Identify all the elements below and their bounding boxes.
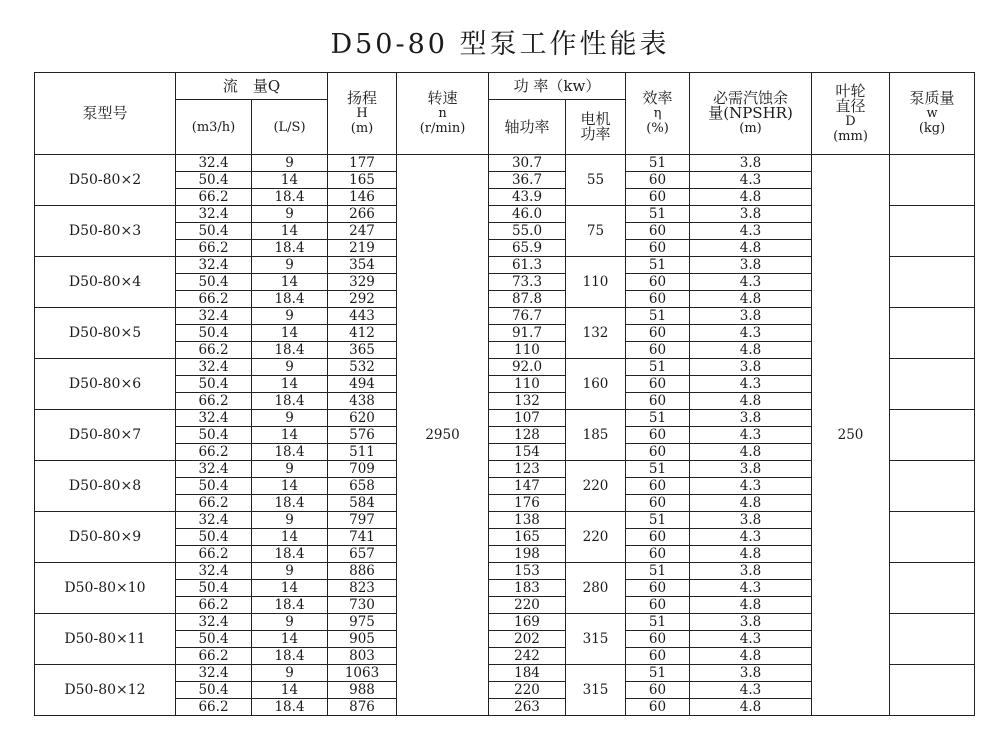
head-cell: 266 — [328, 206, 397, 223]
npsh-cell: 4.3 — [690, 580, 812, 597]
npsh-cell: 4.3 — [690, 325, 812, 342]
flow-ls-cell: 9 — [252, 359, 328, 376]
motor-power-cell: 220 — [566, 512, 626, 563]
npsh-cell: 3.8 — [690, 410, 812, 427]
head-cell: 988 — [328, 682, 397, 699]
flow-m3h-cell: 66.2 — [176, 546, 252, 563]
shaft-power-cell: 128 — [489, 427, 566, 444]
shaft-power-cell: 107 — [489, 410, 566, 427]
shaft-power-cell: 76.7 — [489, 308, 566, 325]
shaft-power-cell: 92.0 — [489, 359, 566, 376]
flow-m3h-cell: 32.4 — [176, 614, 252, 631]
pump-model-cell: D50-80×3 — [35, 206, 176, 257]
efficiency-cell: 60 — [626, 240, 690, 257]
efficiency-cell: 60 — [626, 478, 690, 495]
header-motor-power: 电机 功率 — [566, 100, 626, 155]
npsh-cell: 3.8 — [690, 206, 812, 223]
npsh-cell: 4.8 — [690, 393, 812, 410]
efficiency-cell: 60 — [626, 444, 690, 461]
flow-ls-cell: 9 — [252, 410, 328, 427]
header-weight: 泵质量 w (kg) — [890, 73, 975, 155]
npsh-cell: 4.8 — [690, 699, 812, 716]
efficiency-cell: 60 — [626, 682, 690, 699]
npsh-cell: 4.3 — [690, 682, 812, 699]
npsh-cell: 4.8 — [690, 444, 812, 461]
efficiency-cell: 60 — [626, 495, 690, 512]
pump-weight-cell — [890, 359, 975, 410]
head-cell: 219 — [328, 240, 397, 257]
efficiency-cell: 60 — [626, 427, 690, 444]
flow-ls-cell: 9 — [252, 155, 328, 172]
shaft-power-cell: 30.7 — [489, 155, 566, 172]
efficiency-cell: 60 — [626, 223, 690, 240]
header-flow: 流 量Q — [176, 73, 328, 100]
flow-m3h-cell: 50.4 — [176, 325, 252, 342]
motor-power-cell: 315 — [566, 665, 626, 716]
head-cell: 494 — [328, 376, 397, 393]
flow-ls-cell: 9 — [252, 665, 328, 682]
flow-ls-cell: 14 — [252, 427, 328, 444]
pump-weight-cell — [890, 257, 975, 308]
flow-ls-cell: 9 — [252, 206, 328, 223]
npsh-cell: 4.8 — [690, 597, 812, 614]
flow-ls-cell: 9 — [252, 257, 328, 274]
flow-m3h-cell: 66.2 — [176, 342, 252, 359]
flow-m3h-cell: 32.4 — [176, 359, 252, 376]
header-flow-ls: (L/S) — [252, 100, 328, 155]
efficiency-cell: 51 — [626, 512, 690, 529]
npsh-cell: 3.8 — [690, 257, 812, 274]
header-impeller: 叶轮 直径 D (mm) — [812, 73, 890, 155]
head-cell: 730 — [328, 597, 397, 614]
header-shaft-power: 轴功率 — [489, 100, 566, 155]
flow-m3h-cell: 66.2 — [176, 495, 252, 512]
motor-power-cell: 315 — [566, 614, 626, 665]
pump-model-cell: D50-80×4 — [35, 257, 176, 308]
npsh-cell: 4.3 — [690, 631, 812, 648]
pump-weight-cell — [890, 155, 975, 206]
pump-weight-cell — [890, 665, 975, 716]
header-power: 功 率（kw） — [489, 73, 626, 100]
motor-power-cell: 220 — [566, 461, 626, 512]
efficiency-cell: 60 — [626, 291, 690, 308]
efficiency-cell: 60 — [626, 376, 690, 393]
head-cell: 741 — [328, 529, 397, 546]
npsh-cell: 4.3 — [690, 529, 812, 546]
flow-ls-cell: 14 — [252, 274, 328, 291]
flow-m3h-cell: 66.2 — [176, 291, 252, 308]
flow-m3h-cell: 32.4 — [176, 308, 252, 325]
shaft-power-cell: 91.7 — [489, 325, 566, 342]
flow-ls-cell: 9 — [252, 614, 328, 631]
efficiency-cell: 60 — [626, 342, 690, 359]
shaft-power-cell: 183 — [489, 580, 566, 597]
npsh-cell: 4.8 — [690, 546, 812, 563]
efficiency-cell: 60 — [626, 546, 690, 563]
npsh-cell: 3.8 — [690, 563, 812, 580]
header-head: 扬程 H (m) — [328, 73, 397, 155]
head-cell: 1063 — [328, 665, 397, 682]
npsh-cell: 3.8 — [690, 155, 812, 172]
flow-ls-cell: 18.4 — [252, 546, 328, 563]
efficiency-cell: 51 — [626, 563, 690, 580]
shaft-power-cell: 154 — [489, 444, 566, 461]
flow-m3h-cell: 50.4 — [176, 376, 252, 393]
performance-table — [34, 72, 975, 716]
efficiency-cell: 51 — [626, 614, 690, 631]
efficiency-cell: 60 — [626, 393, 690, 410]
head-cell: 620 — [328, 410, 397, 427]
flow-m3h-cell: 66.2 — [176, 699, 252, 716]
head-cell: 823 — [328, 580, 397, 597]
npsh-cell: 4.3 — [690, 376, 812, 393]
head-cell: 876 — [328, 699, 397, 716]
efficiency-cell: 60 — [626, 597, 690, 614]
npsh-cell: 4.8 — [690, 189, 812, 206]
header-efficiency: 效率 η (%) — [626, 73, 690, 155]
flow-m3h-cell: 32.4 — [176, 155, 252, 172]
flow-m3h-cell: 50.4 — [176, 427, 252, 444]
npsh-cell: 3.8 — [690, 665, 812, 682]
shaft-power-cell: 87.8 — [489, 291, 566, 308]
flow-ls-cell: 9 — [252, 461, 328, 478]
head-cell: 365 — [328, 342, 397, 359]
shaft-power-cell: 184 — [489, 665, 566, 682]
head-cell: 165 — [328, 172, 397, 189]
flow-m3h-cell: 50.4 — [176, 172, 252, 189]
impeller-diameter-cell: 250 — [812, 155, 890, 716]
shaft-power-cell: 165 — [489, 529, 566, 546]
shaft-power-cell: 110 — [489, 376, 566, 393]
motor-power-cell: 55 — [566, 155, 626, 206]
motor-power-cell: 75 — [566, 206, 626, 257]
head-cell: 511 — [328, 444, 397, 461]
pump-weight-cell — [890, 461, 975, 512]
flow-m3h-cell: 66.2 — [176, 444, 252, 461]
pump-model-cell: D50-80×11 — [35, 614, 176, 665]
pump-model-cell: D50-80×5 — [35, 308, 176, 359]
page-title: D50-80 型泵工作性能表 — [330, 29, 670, 60]
head-cell: 658 — [328, 478, 397, 495]
efficiency-cell: 60 — [626, 648, 690, 665]
npsh-cell: 4.3 — [690, 223, 812, 240]
head-cell: 803 — [328, 648, 397, 665]
flow-ls-cell: 14 — [252, 325, 328, 342]
pump-weight-cell — [890, 563, 975, 614]
head-cell: 886 — [328, 563, 397, 580]
efficiency-cell: 51 — [626, 461, 690, 478]
flow-m3h-cell: 32.4 — [176, 257, 252, 274]
flow-m3h-cell: 50.4 — [176, 274, 252, 291]
head-cell: 247 — [328, 223, 397, 240]
head-cell: 797 — [328, 512, 397, 529]
flow-ls-cell: 14 — [252, 580, 328, 597]
pump-weight-cell — [890, 206, 975, 257]
head-cell: 292 — [328, 291, 397, 308]
flow-m3h-cell: 66.2 — [176, 648, 252, 665]
flow-m3h-cell: 66.2 — [176, 240, 252, 257]
pump-model-cell: D50-80×6 — [35, 359, 176, 410]
pump-model-cell: D50-80×2 — [35, 155, 176, 206]
flow-ls-cell: 18.4 — [252, 648, 328, 665]
flow-ls-cell: 9 — [252, 512, 328, 529]
flow-ls-cell: 18.4 — [252, 699, 328, 716]
shaft-power-cell: 147 — [489, 478, 566, 495]
flow-m3h-cell: 66.2 — [176, 393, 252, 410]
shaft-power-cell: 242 — [489, 648, 566, 665]
efficiency-cell: 60 — [626, 189, 690, 206]
efficiency-cell: 51 — [626, 410, 690, 427]
shaft-power-cell: 61.3 — [489, 257, 566, 274]
efficiency-cell: 60 — [626, 529, 690, 546]
pump-model-cell: D50-80×8 — [35, 461, 176, 512]
flow-m3h-cell: 32.4 — [176, 461, 252, 478]
table-row — [35, 155, 975, 172]
shaft-power-cell: 176 — [489, 495, 566, 512]
head-cell: 354 — [328, 257, 397, 274]
shaft-power-cell: 46.0 — [489, 206, 566, 223]
table-header — [35, 73, 975, 155]
head-cell: 532 — [328, 359, 397, 376]
flow-ls-cell: 18.4 — [252, 597, 328, 614]
speed-cell: 2950 — [397, 155, 489, 716]
flow-ls-cell: 18.4 — [252, 189, 328, 206]
shaft-power-cell: 110 — [489, 342, 566, 359]
flow-ls-cell: 14 — [252, 223, 328, 240]
npsh-cell: 4.3 — [690, 427, 812, 444]
npsh-cell: 3.8 — [690, 359, 812, 376]
efficiency-cell: 51 — [626, 257, 690, 274]
npsh-cell: 4.3 — [690, 172, 812, 189]
efficiency-cell: 51 — [626, 308, 690, 325]
pump-weight-cell — [890, 512, 975, 563]
shaft-power-cell: 55.0 — [489, 223, 566, 240]
head-cell: 146 — [328, 189, 397, 206]
flow-m3h-cell: 32.4 — [176, 410, 252, 427]
shaft-power-cell: 220 — [489, 597, 566, 614]
motor-power-cell: 160 — [566, 359, 626, 410]
head-cell: 657 — [328, 546, 397, 563]
flow-ls-cell: 14 — [252, 172, 328, 189]
flow-m3h-cell: 32.4 — [176, 512, 252, 529]
npsh-cell: 4.8 — [690, 291, 812, 308]
efficiency-cell: 51 — [626, 206, 690, 223]
npsh-cell: 4.8 — [690, 342, 812, 359]
flow-ls-cell: 9 — [252, 563, 328, 580]
motor-power-cell: 110 — [566, 257, 626, 308]
efficiency-cell: 51 — [626, 665, 690, 682]
npsh-cell: 3.8 — [690, 512, 812, 529]
shaft-power-cell: 65.9 — [489, 240, 566, 257]
flow-m3h-cell: 32.4 — [176, 665, 252, 682]
flow-m3h-cell: 50.4 — [176, 631, 252, 648]
npsh-cell: 4.3 — [690, 478, 812, 495]
shaft-power-cell: 43.9 — [489, 189, 566, 206]
motor-power-cell: 185 — [566, 410, 626, 461]
flow-m3h-cell: 50.4 — [176, 223, 252, 240]
head-cell: 329 — [328, 274, 397, 291]
efficiency-cell: 60 — [626, 580, 690, 597]
flow-ls-cell: 14 — [252, 682, 328, 699]
efficiency-cell: 51 — [626, 155, 690, 172]
flow-ls-cell: 14 — [252, 478, 328, 495]
npsh-cell: 4.8 — [690, 240, 812, 257]
flow-m3h-cell: 32.4 — [176, 563, 252, 580]
head-cell: 905 — [328, 631, 397, 648]
shaft-power-cell: 123 — [489, 461, 566, 478]
shaft-power-cell: 36.7 — [489, 172, 566, 189]
flow-m3h-cell: 50.4 — [176, 478, 252, 495]
shaft-power-cell: 138 — [489, 512, 566, 529]
efficiency-cell: 60 — [626, 274, 690, 291]
efficiency-cell: 51 — [626, 359, 690, 376]
npsh-cell: 3.8 — [690, 614, 812, 631]
efficiency-cell: 60 — [626, 699, 690, 716]
head-cell: 709 — [328, 461, 397, 478]
npsh-cell: 4.3 — [690, 274, 812, 291]
flow-ls-cell: 14 — [252, 376, 328, 393]
motor-power-cell: 132 — [566, 308, 626, 359]
pump-model-cell: D50-80×9 — [35, 512, 176, 563]
head-cell: 412 — [328, 325, 397, 342]
header-speed: 转速 n (r/min) — [397, 73, 489, 155]
motor-power-cell: 280 — [566, 563, 626, 614]
flow-ls-cell: 18.4 — [252, 495, 328, 512]
shaft-power-cell: 198 — [489, 546, 566, 563]
flow-ls-cell: 9 — [252, 308, 328, 325]
shaft-power-cell: 73.3 — [489, 274, 566, 291]
table-body — [35, 155, 975, 716]
shaft-power-cell: 263 — [489, 699, 566, 716]
flow-m3h-cell: 50.4 — [176, 682, 252, 699]
pump-weight-cell — [890, 308, 975, 359]
header-npsh: 必需汽蚀余 量(NPSHR) (m) — [690, 73, 812, 155]
head-cell: 443 — [328, 308, 397, 325]
pump-model-cell: D50-80×7 — [35, 410, 176, 461]
shaft-power-cell: 132 — [489, 393, 566, 410]
shaft-power-cell: 153 — [489, 563, 566, 580]
pump-weight-cell — [890, 614, 975, 665]
shaft-power-cell: 202 — [489, 631, 566, 648]
efficiency-cell: 60 — [626, 631, 690, 648]
flow-m3h-cell: 32.4 — [176, 206, 252, 223]
flow-m3h-cell: 50.4 — [176, 529, 252, 546]
flow-ls-cell: 18.4 — [252, 342, 328, 359]
head-cell: 438 — [328, 393, 397, 410]
header-model: 泵型号 — [35, 73, 176, 155]
shaft-power-cell: 220 — [489, 682, 566, 699]
shaft-power-cell: 169 — [489, 614, 566, 631]
flow-ls-cell: 18.4 — [252, 444, 328, 461]
flow-ls-cell: 18.4 — [252, 393, 328, 410]
head-cell: 975 — [328, 614, 397, 631]
flow-m3h-cell: 66.2 — [176, 597, 252, 614]
efficiency-cell: 60 — [626, 325, 690, 342]
flow-ls-cell: 18.4 — [252, 240, 328, 257]
head-cell: 584 — [328, 495, 397, 512]
flow-ls-cell: 14 — [252, 631, 328, 648]
head-cell: 177 — [328, 155, 397, 172]
pump-model-cell: D50-80×10 — [35, 563, 176, 614]
flow-m3h-cell: 50.4 — [176, 580, 252, 597]
flow-m3h-cell: 66.2 — [176, 189, 252, 206]
header-flow-m3h: (m3/h) — [176, 100, 252, 155]
npsh-cell: 4.8 — [690, 648, 812, 665]
flow-ls-cell: 18.4 — [252, 291, 328, 308]
flow-ls-cell: 14 — [252, 529, 328, 546]
npsh-cell: 4.8 — [690, 495, 812, 512]
pump-weight-cell — [890, 410, 975, 461]
npsh-cell: 3.8 — [690, 308, 812, 325]
npsh-cell: 3.8 — [690, 461, 812, 478]
head-cell: 576 — [328, 427, 397, 444]
efficiency-cell: 60 — [626, 172, 690, 189]
pump-model-cell: D50-80×12 — [35, 665, 176, 716]
